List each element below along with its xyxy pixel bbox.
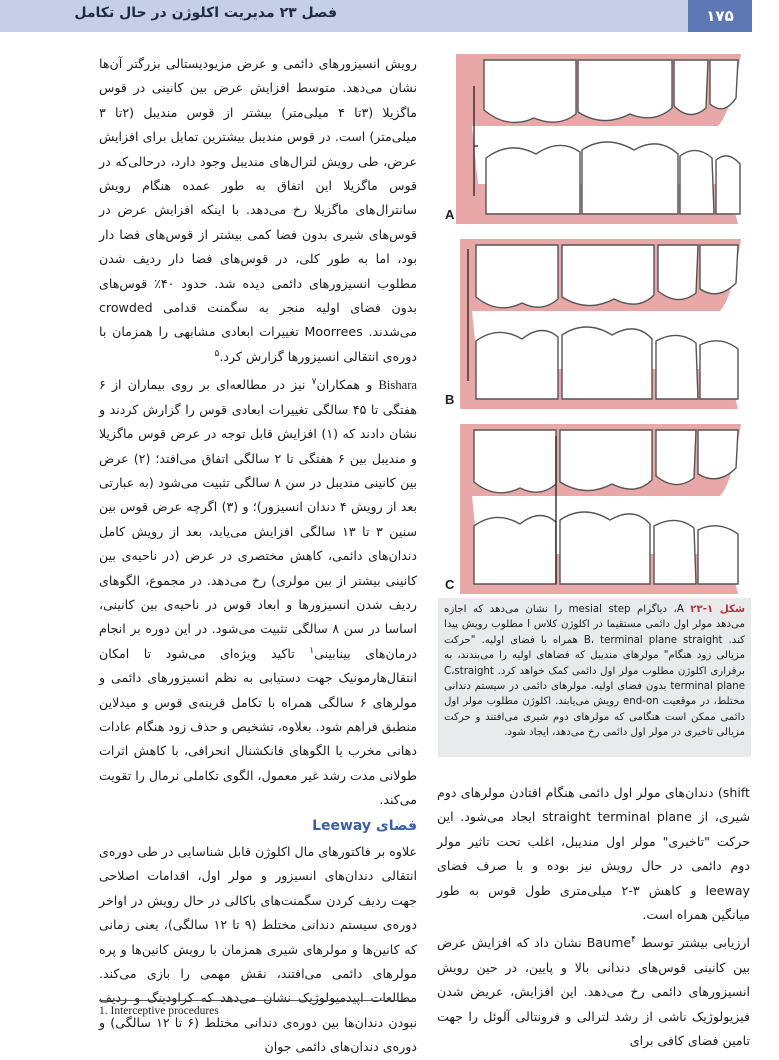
reference-number: ۷ bbox=[311, 377, 317, 388]
panel-c-diagram bbox=[438, 416, 751, 596]
paragraph bbox=[99, 840, 417, 1060]
figure-caption-label: شکل ۱-۲۳ bbox=[690, 604, 745, 615]
paragraph-text: تاکید ویژه‌ای می‌شود تا امکان انتقال‌هارمونیک جهت دستیابی به نظم انسیزورهای دائمی و مولرهای ۶ سالگی همراه با تکامل قرینه‌ی قوس و میدلاین منطبق فراهم شود. بعلاوه، تشخیص و حذف زود هنگام عادات دهانی مخرب یا الگوهای فانکشنال انحرافی، با کاهش اثرات طولانی مدت رشد غیر معمول، الگوی تکاملی نرمال را تقویت می‌کند. bbox=[99, 645, 417, 808]
panel-label-b: B bbox=[445, 392, 455, 407]
panel-label-a: A bbox=[445, 207, 455, 222]
paragraph bbox=[437, 781, 750, 927]
page-number: ۱۷۵ bbox=[688, 0, 752, 32]
paragraph-text: نشان داد که افزایش عرض بین کانینی قوس‌های دندانی بالا و پایین، در حین رویش انسیزورهای دائمی رخ می‌دهد. این افزایش، عریض شدن فیزیولوژیک ناشی از رشد لترالی و فرونتالی آلوئل را جهت تامین فضای کافی برای bbox=[437, 935, 750, 1049]
main-text-column bbox=[99, 52, 417, 1060]
panel-b-diagram bbox=[438, 231, 751, 411]
reference-number: ۵ bbox=[214, 348, 220, 359]
paragraph-text: علاوه بر فاکتورهای مال اکلوژن قابل شناسایی در طی دوره‌ی انتقالی دندان‌های انسیزور و مولر اول، اقدامات اصلاحی جهت ردیف کردن سگمنت‌های باکالی در حال رویش در اواخر دوره‌ی سیستم دندانی مختلط (۹ تا ۱۲ سالگی)، یعنی زمانی که کانین‌ها و مولرهای شیری همزمان با رویش کانین‌ها و پره مولرهای دائمی می‌افتند، نقش مهمی را بازی می‌کند. مطالعات اپیدمیولوژیک نشان می‌دهد که کراودینگ و ردیف نبودن دندان‌ها بین دوره‌ی دندانی مختلط (۶ تا ۱۲ سالگی) و دوره‌ی دندان‌های دائمی جوان bbox=[99, 844, 417, 1055]
paragraph bbox=[99, 373, 417, 812]
paragraph-text: shift) دندان‌های مولر اول دائمی هنگام افتادن مولرهای دوم شیری، از straight terminal plane ایجاد می‌شود. این حرکت "تاخیری" مولر اول مندیبل، اغلب تحت تاثیر مولر دوم دائمی در حال رویش نیز بوده و با صرف فضای leeway و کاهش ۳-۲ میلی‌متری طول قوس به طور میانگین همراه است. bbox=[437, 785, 751, 923]
secondary-text-column bbox=[437, 781, 750, 1053]
reference-number: ۴ bbox=[631, 935, 636, 946]
paragraph-text: ارزیابی بیشتر توسط Baume bbox=[586, 935, 750, 951]
footnote: 1. Interceptive procedures bbox=[99, 1005, 219, 1017]
figure-caption bbox=[438, 598, 751, 757]
chapter-title: فصل ۲۳ مدیریت اکلوژن در حال تکامل bbox=[74, 5, 337, 21]
footnote-marker: ۱ bbox=[309, 645, 315, 656]
paragraph bbox=[99, 52, 417, 369]
panel-a-diagram bbox=[438, 46, 751, 226]
footnote-divider bbox=[99, 1000, 413, 1001]
paragraph-text: و همکاران bbox=[316, 377, 379, 393]
author-name: Bishara bbox=[378, 378, 417, 393]
panel-label-c: C bbox=[445, 577, 455, 592]
chapter-header-bar bbox=[0, 0, 752, 32]
paragraph-text: رویش انسیزورهای دائمی و عرض مزیودیستالی بزرگتر آن‌ها نشان می‌دهد. متوسط افزایش عرض بین کانینی در قوس ماگزیلا (۳تا ۴ میلی‌متر) بیشتر از قوس مندیبل (۲تا ۳ میلی‌متر) است. در قوس مندیبل بیشترین تمایل برای افزایش عرض، طی رویش لترال‌های مندیبل وجود دارد، درحالی‌که در قوس ماگزیلا این اتفاق به طور عمده هنگام رویش سانترال‌های ماگزیلا رخ می‌دهد. با اینکه افزایش عرض در قوس‌های شیری بدون فضا کمی بیشتر از قوس‌های فضا دار بود، اما به طور کلی، در قوس‌های فضا دار ردیف شدن مطلوب انسیزورهای دائمی دیده شد. حدود ۴۰٪ قوس‌های بدون فضای اولیه منجر به سگمنت قدامی crowded می‌شدند. Moorrees تغییرات ابعادی مشابهی را همزمان با دوره‌ی انتقالی انسیزورها گزارش کرد. bbox=[99, 56, 417, 364]
paragraph bbox=[437, 931, 750, 1053]
paragraph-text: نیز در مطالعه‌ای بر روی بیماران از ۶ هفتگی تا ۴۵ سالگی تغییرات ابعادی قوس را گزارش کردند و نشان دادند که (۱) افزایش قابل توجه در عرض قوس ماگزیلا و مندیبل بین ۶ هفتگی تا ۲ سالگی اتفاق می‌افتد؛ (۲) عرض بین کانینی مندیبل در سن ۸ سالگی تثبیت می‌شود (به عبارتی بعد از رویش ۴ دندان انسیزور)؛ و (۳) اگرچه عرض قوس بین سنین ۳ تا ۱۳ سالگی افزایش می‌یابد، بعد از رویش کامل دندان‌های دائمی، کاهش مختصری در عرض (در ناحیه‌ی بین کانینی بیشتر از بین مولری) رخ می‌دهد. در مجموع، الگوهای ردیف شدن انسیزورها و ابعاد قوس در ناحیه‌ی بین کانینی، اساسا در سن ۸ سالگی تثبیت می‌شود. در این دوره بر انجام درمان‌های بینابینی bbox=[99, 377, 418, 661]
section-heading: فضای Leeway bbox=[312, 817, 417, 834]
figure-caption-text: A، دیاگرام mesial step را نشان می‌دهد که اجازه می‌دهد مولر اول دائمی مستقیما در اکلوژن کلاس I مطلوب رویش پیدا کند. B، terminal plane straight همراه با فضای اولیه. "حرکت مزیالی زود هنگام" مولرهای مندیبل که فضاهای اولیه را می‌بندند، به برقراری اکلوژن مطلوب مولر اول دائمی کمک خواهد کرد. C،straight terminal plane بدون فضای اولیه. مولرهای دائمی در سیستم دندانی مختلط، در موقعیت end-on رویش می‌یابند. اکلوژن مطلوب مولر اول دائمی ممکن است هنگامی که مولرهای دوم شیری می‌افتند و حرکت مزیالی تاخیری در مولر اول دائمی رخ می‌دهد، ایجاد شود. bbox=[444, 604, 746, 739]
dental-occlusion-figure bbox=[438, 46, 751, 598]
